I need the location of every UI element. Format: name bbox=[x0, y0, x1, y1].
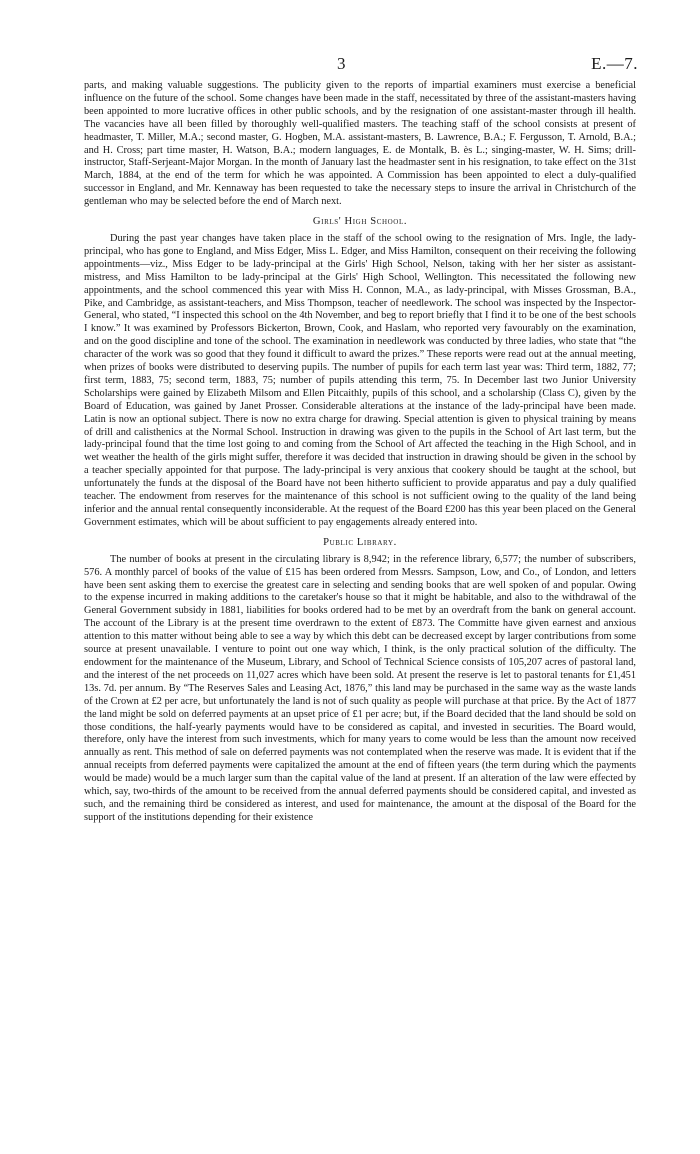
paragraph-staff-changes: parts, and making valuable suggestions. The publicity given to the reports of impartial examiners must exercise a beneficial influence on the future of the school. Some changes have been made in the staff, necessitated by three of the assistant-masters having been appointed to more lucrative offices in other public schools, and by the resignation of one assistant-master through ill health. The vacancies have all been filled by thoroughly well-qualified masters. The teaching staff of the school consists at present of headmaster, T. Miller, M.A.; second master, G. Hogben, M.A. assistant-masters, B. Lawrence, B.A.; F. Fergusson, T. Arnold, B.A.; and H. Cross; part time master, H. Watson, B.A.; modern languages, E. de Montalk, B. ès L.; singing-master, W. H. Sims; drill-instructor, Staff-Serjeant-Major Morgan. In the month of January last the headmaster sent in his resignation, to take effect on the 31st March, 1884, at the end of the term for which he was appointed. A Commission has been appointed to elect a duly-qualified successor in England, and Mr. Kennaway has been requested to take the necessary steps to insure the arrival in Christchurch of the gentleman who may be selected before the end of March next. bbox=[84, 80, 636, 208]
section-title-public-library: Public Library. bbox=[323, 536, 397, 548]
paragraph-public-library: The number of books at present in the circulating library is 8,942; in the reference library, 6,577; the number of subscribers, 576. A monthly parcel of books of the value of £15 has been ordered from Messrs. Sampson, Low, and Co., of London, and letters have been sent asking them to exercise the greatest care in selecting and sending books that are well spoken of and popular. Owing to the expense incurred in making additions to the caretaker's house so that it might be habitable, and also to the withdrawal of the General Government subsidy in 1881, liabilities for books ordered had to be met by an overdraft from the bank on general account. The account of the Library is at the present time overdrawn to the extent of £873. The Committe have given earnest and anxious attention to this matter without being able to see a way by which this debt can be decreased except by larger contributions from some source at present unavailable. I venture to point out one way which, I think, is the only practical solution of the difficulty. The endowment for the maintenance of the Museum, Library, and School of Technical Science consists of 105,207 acres of pastoral land, and the interest of the net proceeds on 11,027 acres which have been sold. At present the reserve is let to pastoral tenants for £1,451 13s. 7d. per annum. By “The Reserves Sales and Leasing Act, 1876,” this land may be purchased in the same way as the waste lands of the Crown at £2 per acre, but unfortunately the land is not of such quality as people will purchase at that price. By the Act of 1877 the land might be sold on deferred payments at an upset price of £1 per acre; but, if the Board decided that the land should be sold on those conditions, the half-yearly payments would have to be considered as capital, and invested in securities. The Board would, therefore, only have the interest from such investments, which for many years to come would be less than the amount now received annually as rent. This method of sale on deferred payments was not contemplated when the reserve was made. It is evident that if the annual receipts from deferred payments were capitalized the amount at the end of fifteen years (the term during which the payments would be made) would be a much larger sum than the capital value of the land at present. If an alteration of the law were effected by which, say, two-thirds of the amount to be received from the annual deferred payments should be considered capital, and invested as such, and the remaining third be considered as interest, and used for maintenance, the amount at the disposal of the Board for the support of the institutions depending for their existence bbox=[84, 553, 636, 823]
document-code: E.—7. bbox=[591, 54, 638, 73]
page-number: 3 bbox=[337, 54, 346, 73]
page-header bbox=[0, 54, 700, 76]
paragraph-girls-high-school: During the past year changes have taken place in the staff of the school owing to the resignation of Mrs. Ingle, the lady-principal, who has gone to England, and Miss Edger, Miss L. Edger, and Miss Hamilton, consequent on their receiving the following appointments—viz., Miss Edger to be lady-principal at the Girls' High School, Nelson, taking with her her sister as assistant-mistress, and Miss Hamilton to be lady-principal at the Girls' High School, Wellington. This necessitated the following new appointments, and the school commenced this year with Miss H. Connon, M.A., as lady-principal, with Misses Grossman, B.A., Pike, and Cambridge, as assistant-teachers, and Miss Thompson, teacher of needlework. The school was inspected by the Inspector-General, who stated, “I inspected this school on the 4th November, and beg to report briefly that I find it to be one of the best schools I know.” It was examined by Professors Bickerton, Brown, Cook, and Haslam, who reported very favourably on the examination, and on the good discipline and tone of the school. The examination in needlework was conducted by three ladies, who state that “the character of the work was so good that they found it difficult to award the prizes.” These reports were read out at the annual meeting, when prizes of books were distributed to deserving pupils. The number of pupils for each term last year was: Third term, 1882, 77; first term, 1883, 75; second term, 1883, 75; number of pupils attending this term, 75. In December last two Junior University Scholarships were gained by Elizabeth Milsom and Ellen Pitcaithly, pupils of this school, and a scholarship (Class C), given by the Board of Education, was gained by Janet Prosser. Considerable alterations at the instance of the lady-principal have been made. Latin is now an optional subject. There is now no extra charge for drawing. Special attention is given to physical training by means of drill and calisthenics at the Normal School. Instruction in drawing was given to the pupils in the School of Art last term, but the lady-principal found that the time lost going to and coming from the School of Art affected the teaching in the High School, and in wet weather the health of the girls might suffer, therefore it was decided that instruction in drawing should be given in the school by a teacher specially appointed for that purpose. The lady-principal is very anxious that cookery should be taught at the school, but unfortunately the funds at the disposal of the Board have not been hitherto sufficient to provide apparatus and pay a duly qualified teacher. The endowment from reserves for the maintenance of this school is not sufficient owing to the quality of the land being inferior and the annual rental consequently inconsiderable. At the request of the Board £200 has this year been placed on the General Government estimates, which will be about sufficient to pay engagements already entered into. bbox=[84, 232, 636, 528]
body-text bbox=[84, 80, 636, 825]
section-title-girls-high-school: Girls' High School. bbox=[312, 216, 408, 228]
